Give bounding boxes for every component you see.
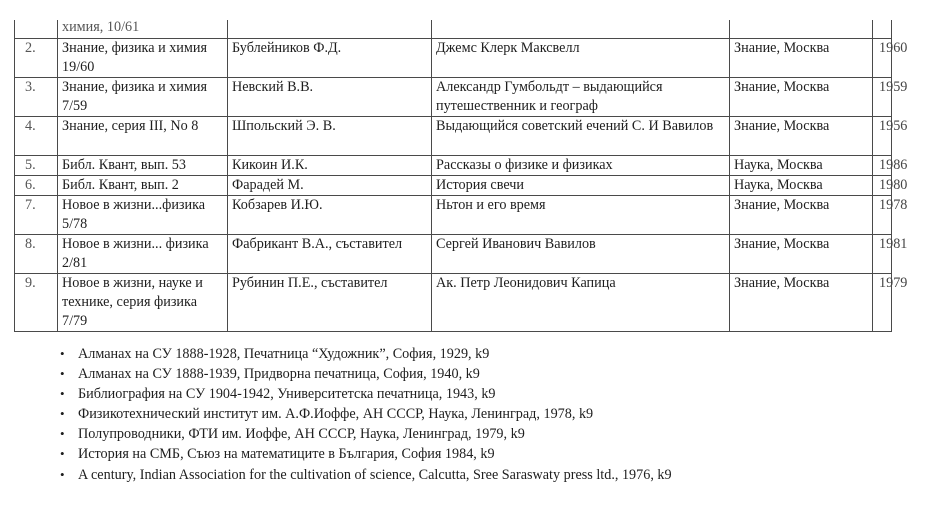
- series-cell: химия, 10/61: [58, 20, 228, 38]
- table-row: [15, 77, 892, 116]
- title-cell: Александр Гумбольдт – выдающийся путешественник и географ: [432, 77, 730, 116]
- list-item: [54, 465, 914, 485]
- author-cell: Бублейников Ф.Д.: [228, 38, 432, 77]
- publisher-cell: Наука, Москва: [730, 155, 873, 175]
- publisher-cell: Знание, Москва: [730, 77, 873, 116]
- table-row: [15, 116, 892, 155]
- publisher-cell: Наука, Москва: [730, 175, 873, 195]
- author-cell: Шпольский Э. В.: [228, 116, 432, 155]
- reference-text: История на СМБ, Съюз на математиците в България, София 1984, k9: [78, 446, 495, 463]
- series-cell: Новое в жизни... физика 2/81: [58, 234, 228, 273]
- reference-text: Алманах на СУ 1888-1928, Печатница “Художник”, София, 1929, k9: [78, 346, 490, 362]
- series-cell: Новое в жизни, науке и технике, серия физика 7/79: [58, 273, 228, 331]
- series-cell: Знание, физика и химия 7/59: [58, 77, 228, 116]
- year-cell: 1981: [873, 234, 892, 273]
- list-item: [54, 344, 914, 364]
- reference-text: Алманах на СУ 1888-1939, Придворна печатница, София, 1940, k9: [78, 366, 480, 383]
- reference-text: Библиография на СУ 1904-1942, Университетска печатница, 1943, k9: [78, 386, 496, 403]
- table-row: [15, 175, 892, 195]
- title-cell: История свечи: [432, 175, 730, 195]
- publisher-cell: Знание, Москва: [730, 234, 873, 273]
- publisher-cell: Знание, Москва: [730, 273, 873, 331]
- row-number: 5.: [15, 155, 58, 175]
- reference-list: [54, 344, 914, 485]
- row-number: 2.: [15, 38, 58, 77]
- table-row: [15, 20, 892, 38]
- table-row: [15, 38, 892, 77]
- row-number: 7.: [15, 195, 58, 234]
- row-number: 9.: [15, 273, 58, 331]
- bullet-icon: •: [60, 346, 65, 361]
- list-item: [54, 444, 914, 464]
- bullet-icon: •: [60, 426, 65, 442]
- series-cell: Знание, физика и химия 19/60: [58, 38, 228, 77]
- title-cell: Выдающийся советский ечений С. И Вавилов: [432, 116, 730, 155]
- author-cell: Невский В.В.: [228, 77, 432, 116]
- bullet-icon: •: [60, 406, 65, 422]
- series-cell: Новое в жизни...физика 5/78: [58, 195, 228, 234]
- series-cell: Библ. Квант, вып. 2: [58, 175, 228, 195]
- list-item: [54, 404, 914, 424]
- bullet-icon: •: [60, 366, 65, 382]
- list-item: [54, 424, 914, 444]
- row-number: 6.: [15, 175, 58, 195]
- bullet-icon: •: [60, 446, 65, 462]
- row-number: 8.: [15, 234, 58, 273]
- row-number: [15, 20, 58, 38]
- year-cell: 1959: [873, 77, 892, 116]
- reference-text: A century, Indian Association for the cultivation of science, Calcutta, Sree Saraswaty press ltd., 1976, k9: [78, 466, 672, 483]
- year-cell: 1986: [873, 155, 892, 175]
- row-number: 3.: [15, 77, 58, 116]
- list-item: [54, 384, 914, 404]
- year-cell: 1960: [873, 38, 892, 77]
- table-row: [15, 195, 892, 234]
- list-item: [54, 364, 914, 384]
- reference-text: Полупроводники, ФТИ им. Иоффе, АН СССР, Наука, Ленинград, 1979, k9: [78, 426, 525, 443]
- publisher-cell: Знание, Москва: [730, 38, 873, 77]
- publisher-cell: [730, 20, 873, 38]
- author-cell: Фабрикант В.А., съставител: [228, 234, 432, 273]
- title-cell: Ак. Петр Леонидович Капица: [432, 273, 730, 331]
- author-cell: Рубинин П.Е., съставител: [228, 273, 432, 331]
- year-cell: 1956: [873, 116, 892, 155]
- row-number: 4.: [15, 116, 58, 155]
- author-cell: Фарадей М.: [228, 175, 432, 195]
- title-cell: Сергей Иванович Вавилов: [432, 234, 730, 273]
- author-cell: Кикоин И.К.: [228, 155, 432, 175]
- author-cell: Кобзарев И.Ю.: [228, 195, 432, 234]
- title-cell: Ньтон и его время: [432, 195, 730, 234]
- year-cell: [873, 20, 892, 38]
- table-row: [15, 155, 892, 175]
- table-row: [15, 273, 892, 331]
- year-cell: 1980: [873, 175, 892, 195]
- publisher-cell: Знание, Москва: [730, 116, 873, 155]
- bullet-icon: •: [60, 386, 65, 402]
- title-cell: [432, 20, 730, 38]
- bibliography-table: [14, 19, 908, 332]
- series-cell: Библ. Квант, вып. 53: [58, 155, 228, 175]
- author-cell: [228, 20, 432, 38]
- year-cell: 1979: [873, 273, 892, 331]
- year-cell: 1978: [873, 195, 892, 234]
- title-cell: Рассказы о физике и физиках: [432, 155, 730, 175]
- title-cell: Джемс Клерк Максвелл: [432, 38, 730, 77]
- reference-text: Физикотехнический институт им. А.Ф.Иоффе, АН СССР, Наука, Ленинград, 1978, k9: [78, 406, 594, 423]
- bullet-icon: •: [60, 466, 65, 482]
- table-row: [15, 234, 892, 273]
- series-cell: Знание, серия III, No 8: [58, 116, 228, 155]
- publisher-cell: Знание, Москва: [730, 195, 873, 234]
